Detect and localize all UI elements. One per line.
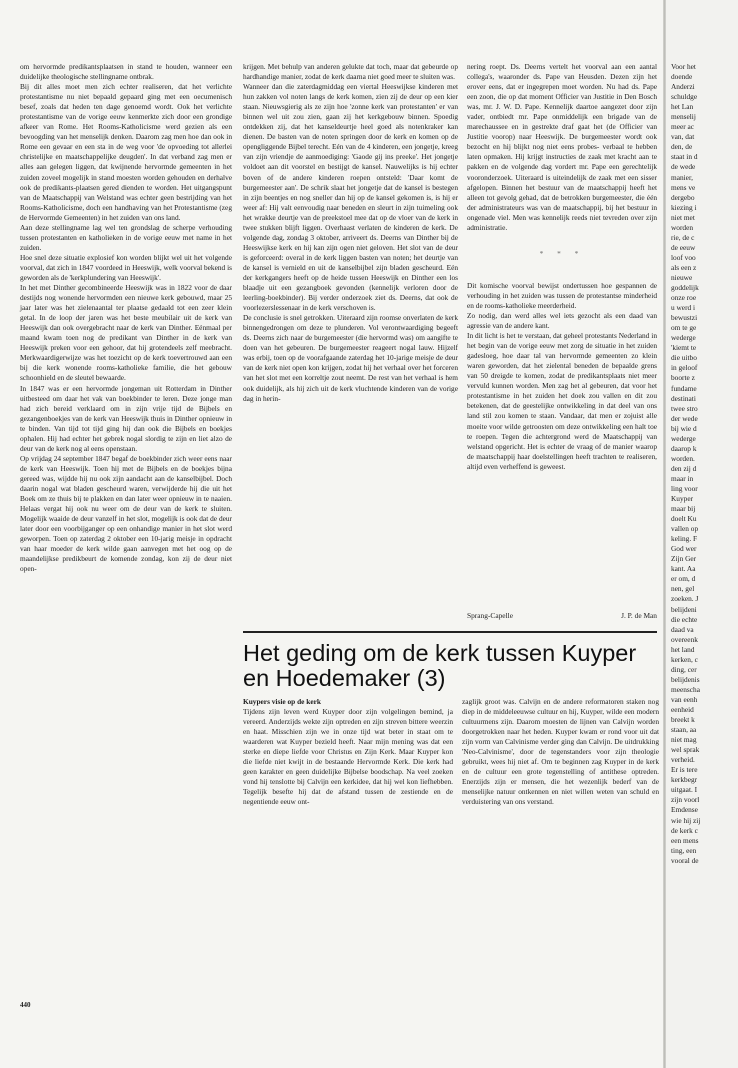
next-page-line: bewustzi (671, 313, 698, 323)
next-page-line: u werd i (671, 303, 696, 313)
next-page-line: twee stro (671, 403, 698, 413)
next-page-line: wederge (671, 433, 696, 443)
next-page-line: belijdenis (671, 674, 700, 684)
page-number: 440 (20, 1001, 31, 1009)
column-3 (467, 62, 657, 472)
paragraph: De conclusie is snel getrokken. Uiteraard zijn roomse onverlaten de kerk binnengedrongen om deze te plunderen. Vol verontwaardiging begeeft ds. Deerns zich naar de burgemeester (die hervormd was) om aangifte te doen van het gebeuren. De burgemeester reageert nogal lauw. Hijzelf was erbij, toen op de voorafgaande zaterdag het 10-jarige meisje de deur van de kerk niet open kon krijgen, zodat hij het verhaal over het forceren van het slot met een korreltje zout neemt. De rest van het verhaal is hem ook duidelijk, als hij zich uit de kerk vluchtende kinderen van de vorige dag in herin- (243, 313, 458, 403)
next-page-line: ding, cer (671, 664, 697, 674)
paragraph: In dit licht is het te verstaan, dat geheel protestants Nederland in het begin van de vorige eeuw met zorg de situatie in het zuiden gadesloeg, hoe daar tal van hervormde gemeenten zo klein waren geworden, dat het zielental beneden de bepaalde grens van 50 dreigde te komen, zodat de predikantsplaats niet meer vervuld kunnen worden. Men zag het al gebeuren, dat voor het protestantisme in het zuiden het doek zou vallen en dit zou betekenen, dat de geestelijke ontwikkeling in dat deel van ons land stil zou komen te staan. Vandaar, dat men er zojuist alle moeite voor wilde getroosten om deze ontwikkeling een halt toe te roepen. Tegen die achtergrond werd de Maatschappij van welstand opgericht. Het is echter de vraag of de manier waarop de maatschappij haar doelstellingen heeft trachten te realiseren, altijd even verheffend is geweest. (467, 331, 657, 471)
next-page-line: vooral de (671, 855, 699, 865)
paragraph: Tijdens zijn leven werd Kuyper door zijn volgelingen bemind, ja vereerd. Anderzijds wekte zijn optreden en zijn streven bittere weerzin en haat. Misschien zijn we in onze tijd wat beter in staat om te waarderen wat Kuyper bezield heeft. Naar mijn mening was dat een sterke en diepe liefde voor Christus en Zijn Kerk. Maar Kuyper kon die liefde niet kwijt in de bestaande Hervormde Kerk. Die kerk had geen karakter en geen duidelijke Bijbelse boodschap. Na veel zoeken vond hij tenslotte bij Calvijn een kerkidee, dat hij wel kon liefhebben. Tegelijk besefte hij dat de afstand tussen de zestiende en de negentiende eeuw ont- (243, 707, 453, 807)
next-page-line: die echte (671, 614, 698, 624)
next-page-line: kerkbegr (671, 775, 698, 785)
next-page-line: zoeken. J (671, 594, 699, 604)
signature-place: Sprang-Capelle (467, 611, 513, 620)
next-page-line: den, de (671, 142, 693, 152)
paragraph: nering roept. Ds. Deerns vertelt het voorval aan een aantal collega's, waaronder ds. Pape van Heusden. Dezen zijn het erover eens, dat er ingegrepen moet worden. Nu had ds. Pape een zoon, die op dat moment Officier van Justitie in Den Bosch was, mr. J. W. D. Pape. Kennelijk daartoe aangezet door zijn vader, ontbiedt mr. Pape onmiddelijk een brigade van de marechaussee en in gestrekte draf gaat het (de Officier van Justitie voorop) naar Heeswijk. De burgemeester wordt ook bezocht en hij blijkt nog niet eens probes- verbaal te hebben laten opmaken. Hij krijgt instructies de zaak met kracht aan te pakken en de volgende dag vordert mr. Pape een gerechtelijk vooronderzoek. Uiteraard is uiteindelijk de zaak met een sisser afgelopen. Binnen het bestuur van de maatschappij heeft het alleen tot gevolg gehad, dat de betrokken burgemeester, die één der administrateurs was van de maatschappij, bij het bestuur in ongenade viel. Men was kennelijk reeds niet tevreden over zijn administratie. (467, 62, 657, 232)
next-page-line: 'kiemt te (671, 343, 697, 353)
next-page-line: doende (671, 72, 693, 82)
next-page-line: het land (671, 644, 695, 654)
paragraph: In 1847 was er een hervormde jongeman uit Rotterdam in Dinther uitbesteed om daar het vak van boekbinder te leren. Deze jonge man had zich bereid verklaard om in zijn vrije tijd de Bijbels en gezangenboekjes van de kerk van Heeswijk thuis in Dinther opnieuw in te binden. Van tijd tot tijd ging hij dan ook die Bijbels en boekjes ophalen. Hij had echter het gebrek nogal slordig te zijn en liet alzo de deur van de kerk nog al eens openstaan. (20, 383, 232, 453)
next-page-line: bij wie d (671, 423, 697, 433)
article-signature (467, 611, 657, 621)
paragraph: Hoe snel deze situatie explosief kon worden blijkt wel uit het volgende voorval, dat zich in 1847 voordeed in Heeswijk, welk voorval bekend is geworden als de 'kerkplundering van Heeswijk'. (20, 252, 232, 282)
next-page-line: God wer (671, 544, 697, 554)
next-page-column (671, 62, 737, 866)
next-page-line: worden. (671, 453, 695, 463)
next-page-line: vallen op (671, 524, 699, 534)
article-headline: Het geding om de kerk tussen Kuyper en Hoedemaker (3) (243, 640, 637, 691)
next-page-line: staat in d (671, 152, 698, 162)
next-page-line: Er is tere (671, 765, 698, 775)
section-separator: * * * (539, 248, 585, 258)
next-page-line: meer ac (671, 122, 695, 132)
next-page-line: Emdense (671, 805, 698, 815)
next-page-line: ting, een (671, 845, 697, 855)
next-page-line: een mens (671, 835, 699, 845)
next-page-line: worden (671, 222, 694, 232)
next-page-line: wederge (671, 333, 696, 343)
next-page-line: eenheid (671, 705, 694, 714)
paragraph: zaglijk groot was. Calvijn en de andere reformatoren staken nog diep in de middeleeuwse cultuur en hij, Kuyper, wilde een modern cultuurmens zijn. Daarom moesten de lijnen van Calvijn worden doorgetrokken naar het heden. Kuyper kwam er rond voor uit dat zijn vorm van Calvinisme verder ging dan Calvijn. De uitdrukking 'Neo-Calvinisme', door de tegenstanders voor zijn theologie gebruikt, wees hij niet af. Om te beginnen zag Kuyper in de kerk en de cultuur een grote tegenstelling of antithese optreden. Enerzijds zijn er mensen, die het wezenlijk bederf van de menselijke natuur ontkennen en niet willen weten van schuld en verduistering van ons verstand. (462, 697, 659, 807)
next-page-line: als een z (671, 262, 697, 272)
next-page-line: Voor het (671, 62, 696, 71)
next-page-line: manier, (671, 172, 693, 182)
next-page-line: rie, de c (671, 232, 695, 242)
article-column-1 (243, 697, 453, 808)
next-page-line: het Lan (671, 102, 694, 112)
paragraph: Bij dit alles moet men zich echter realiseren, dat het verlichte protestantisme nu niet bepaald gepaard ging met een oecumenisch besef, zoals dat heden ten dage genoemd wordt. Ook het verlichte protestantisme van de vorige eeuw kenmerkte zich door een grondige afkeer van Rome. Het Rooms-Katholicisme werd gezien als een bevoogding van het menselijk denken. Daarom zag men hoe dan ook in Rome een gevaar en een sta in de weg voor 'de opvoeding tot allerlei christelijke en maatschappelijke deugden'. In dat verband zag men er alles aan gelegen liggen, dat kwijnende hervormde gemeenten in het zuiden zoveel mogelijk in stand moesten worden gehouden en derhalve ook de predikants-plaatsen gered dienden te worden. Het uitgangspunt van de Maatschappij van Welstand was echter geen bestrijding van het Rooms-Katholicisme, doch een handhaving van het Protestantisme (zeg de Hervormde Gemeenten) in het zuiden van ons land. (20, 82, 232, 222)
paragraph: Aan deze stellingname lag wel ten grondslag de scherpe verhouding tussen protestanten en katholieken in de vorige eeuw met name in het zuiden. (20, 222, 232, 252)
next-page-line: de eeuw (671, 242, 696, 252)
next-page-line: om te ge (671, 323, 697, 333)
next-page-line: maar in (671, 473, 694, 483)
next-page-line: de kerk c (671, 825, 698, 835)
next-page-line: der wede (671, 413, 698, 423)
next-page-line: overeenk (671, 634, 698, 644)
next-page-line: loof voo (671, 252, 696, 262)
next-page-line: mens ve (671, 182, 696, 192)
next-page-line: daad va (671, 624, 694, 634)
article-subhead: Kuypers visie op de kerk (243, 697, 321, 706)
column-1 (20, 62, 232, 574)
next-page-line: van, dat (671, 132, 695, 142)
next-page-line: de wede (671, 162, 696, 172)
next-page-line: boorte z (671, 373, 695, 383)
next-page-line: nen, gel (671, 584, 695, 594)
next-page-line: kiezing i (671, 202, 697, 212)
next-page-line: den zij d (671, 463, 697, 473)
next-page-line: breekt k (671, 715, 695, 725)
paragraph: om hervormde predikantsplaatsen in stand te houden, wanneer een duidelijke theologische stellingname ontbrak. (20, 62, 232, 82)
paragraph: Op vrijdag 24 september 1847 begaf de boekbinder zich weer eens naar de kerk van Heeswijk. Toen hij met de Bijbels en de boekjes bijna gereed was, wijdde hij nu ook zijn aandacht aan de kanselbijbel. Doch daarin nogal wat bladen gescheurd waren, verwijderde hij die uit het Boek om ze thuis bij te plakken en dan later weer opnieuw in te naaien. Helaas vergat hij ook nu weer om de deur van de kerk te sluiten. Mogelijk waaide de deur vanzelf in het slot, mogelijk is ook dat de deur later door een voorbijganger op een onhandige manier in het slot werd geworpen. Toen op zaterdag 2 oktober een 10-jarig meisje in opdracht van haar moeder de kerk wilde gaan aanvegen met het oog op de maandelijkse predikbeurt de komende zondag, kon zij de deur niet open- (20, 453, 232, 574)
next-page-line: maar bij (671, 504, 696, 514)
next-page-line: van eenh (671, 694, 698, 704)
paragraph: Dit komische voorval bewijst ondertussen hoe gespannen de verhouding in het zuiden was tussen de protestantse minderheid en de rooms-katholieke meerderheid. (467, 280, 657, 310)
next-page-line: belijdeni (671, 604, 697, 614)
next-page-line: niet met (671, 212, 695, 222)
next-page-line: nieuwe (671, 272, 693, 282)
next-page-line: daarop k (671, 443, 697, 453)
section-rule (243, 631, 657, 633)
next-page-line: meenscha (671, 684, 700, 694)
next-page-line: Zijn Ger (671, 554, 697, 564)
next-page-line: in geloof (671, 363, 698, 373)
next-page-line: uitgaat. I (671, 785, 698, 795)
next-page-line: ling voor (671, 483, 698, 493)
next-page-line: menselij (671, 112, 696, 122)
next-page-line: verheid. (671, 755, 695, 765)
next-page-line: destinati (671, 393, 696, 403)
column-2 (243, 62, 458, 404)
next-page-line: onze roe (671, 293, 697, 303)
next-page-line: wie hij zij (671, 815, 701, 825)
article-column-2 (462, 697, 659, 808)
next-page-line: wel sprak (671, 745, 700, 755)
next-page-line: Anderzi (671, 82, 695, 92)
paragraph: Zo nodig, dan werd alles wel iets gezocht als een daad van agressie van de andere kant. (467, 310, 657, 331)
page-gutter (663, 0, 666, 1068)
next-page-line: zijn voorl (671, 795, 700, 805)
next-page-line: er om, d (671, 574, 696, 584)
next-page-line: fundame (671, 383, 697, 393)
paragraph: krijgen. Met behulp van anderen gelukte dat toch, maar dat gebeurde op hardhandige manier, zodat de kerk daarna niet goed meer te sluiten was. (243, 62, 458, 82)
next-page-line: schuldge (671, 92, 698, 102)
next-page-line: niet mag (671, 735, 697, 745)
signature-author: J. P. de Man (621, 611, 657, 620)
paragraph: In het met Dinther gecombineerde Heeswijk was in 1822 voor de daar destijds nog wonende hervormden een nieuwe kerk gebouwd, maar 25 jaar later was het zielenaantal ter plaatse gedaald tot een zeer klein getal. In de loop der jaren was het beste meubilair uit de kerk van Heeswijk dan ook overgebracht naar de kerk van Dinther. Eénmaal per maand kwam toen nog de predikant van Dinther in de kerk van Heeswijk preken voor een gehoor, dat hij grotendeels zelf meebracht. Merkwaardigerwijze was het toezicht op de kerk toevertrouwd aan een bij die kerk wonende rooms-katholieke familie, die het gebouw schoonhield en de sleutel bewaarde. (20, 283, 232, 383)
paragraph: Wanneer dan die zaterdagmiddag een viertal Heeswijkse kinderen met hun zakken vol noten langs de kerk komen, zien zij de deur op een kier staan. Nieuwsgierig als ze zijn hoe 'zonne kerk van protestanten' er van binnen wel uit zou zien, gaan zij het kerkgebouw binnen. Spoedig ontdekken zij, dat het kanseldeurtje heel goed als notenkraker kan dienen. De basten van de noten springen door de kerk en komen op de opengliggende Bijbel terecht. Eén van de 4 kinderen, een jongetje, kreeg van zijn vriendje de aanmoediging: 'Gaode gij ins preeke'. Het jongetje voldoet aan dit voorstel en bestijgt de kansel. Nauwelijks is hij echter boven of de andere kinderen roepen ontsteld: 'Daar komt de burgemeester aan'. De schrik slaat het jongetje dat de kansel is bestegen in zijn beentjes en nog sneller dan hij op de kansel gekomen is, is hij er weer af: Hij valt eenvoudig naar beneden en sleurt in zijn tuimeling ook het wrakke deurtje van de preekstoel mee dat op de vloer van de kerk in twee stukken blijft liggen. Overhaast verlaten de kinderen de kerk. De volgende dag, zondag 3 oktober, arriveert ds. Deerns van Dinther bij de Heeswijkse kerk en hij kan zijn ogen niet geloven. Het slot van de deur is geforceerd: overal in de kerk liggen basten van noten; het deurtje van de kansel is vernield en uit de kanselbijbel zijn bladen gescheurd. Eén der kerkgangers heeft op de heide tussen Heeswijk en Dinther een los blaadje uit een gezangboek gevonden (kennelijk verloren door de leerling-boekbinder). Bij verder onderzoek ziet ds. Deerns, dat ook de voorlezerslessenaar in de kerk verschoven is. (243, 82, 458, 313)
next-page-line: doelt Ku (671, 514, 697, 524)
next-page-line: die uitbo (671, 353, 697, 363)
next-page-line: kerken, c (671, 654, 698, 664)
next-page-line: dergebo (671, 192, 695, 202)
next-page-line: Kuyper (671, 494, 694, 504)
next-page-line: staan, aa (671, 725, 697, 735)
next-page-line: keling. F (671, 534, 698, 544)
next-page-line: goddelijk (671, 283, 699, 293)
next-page-line: kant. Aa (671, 564, 696, 574)
